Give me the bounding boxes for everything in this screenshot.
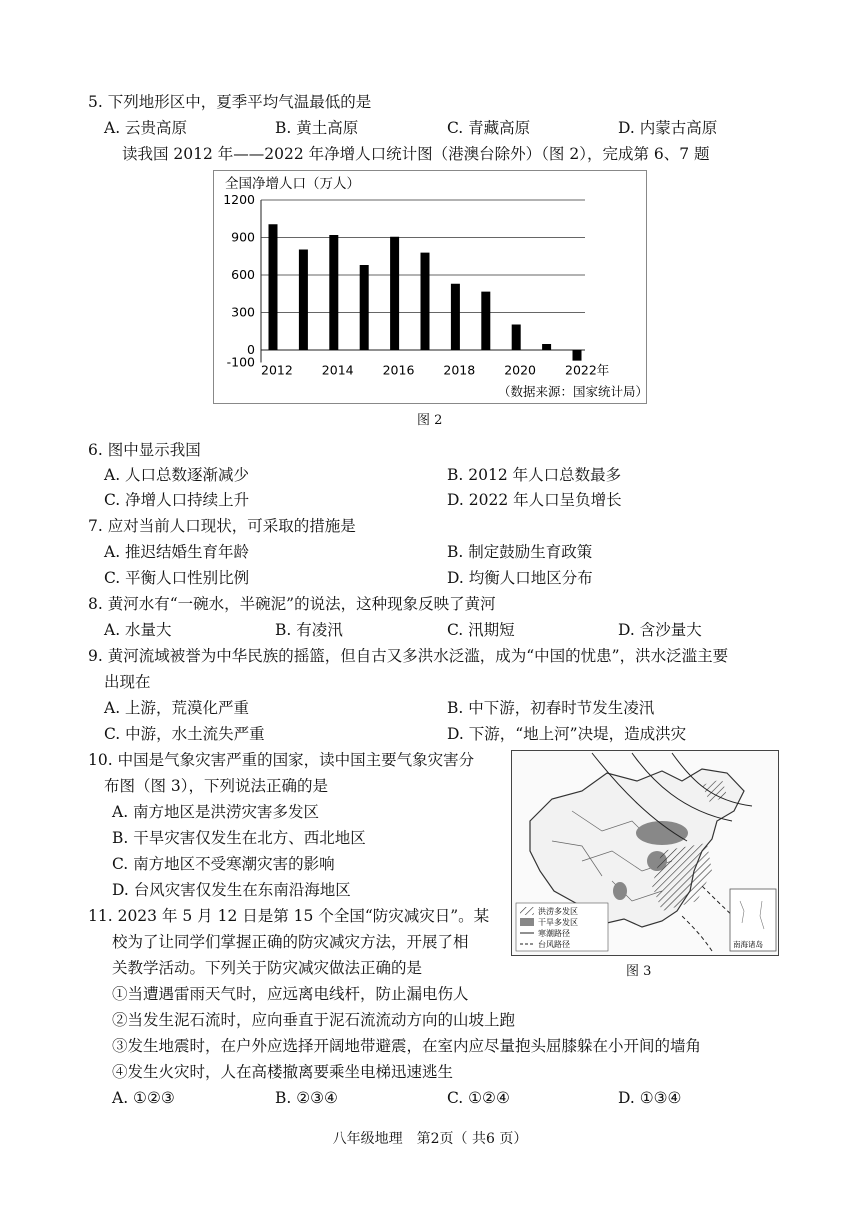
bar-2013	[299, 250, 308, 351]
q11-stem-line2: 校为了让同学们掌握正确的防灾减灾方法，开展了相	[112, 933, 469, 951]
q6-option-a: A. 人口总数逐渐减少	[104, 466, 250, 484]
x-tick-label: 2022年	[565, 362, 610, 378]
bar-2015	[360, 265, 369, 350]
disaster-map	[511, 750, 779, 956]
chart-bars	[269, 224, 582, 360]
q7-option-b: B. 制定鼓励生育政策	[447, 543, 593, 561]
q7-option-d: D. 均衡人口地区分布	[447, 569, 593, 587]
chart-title: 全国净增人口（万人）	[225, 176, 360, 192]
q11-option-a: A. ①②③	[112, 1089, 175, 1107]
x-tick-label: 2020	[504, 362, 537, 378]
q9-option-a: A. 上游，荒漠化严重	[104, 699, 250, 717]
legend-flood-label: 洪涝多发区	[538, 907, 578, 916]
q10-option-d: D. 台风灾害仅发生在东南沿海地区	[112, 881, 351, 899]
q11-option-d: D. ①③④	[618, 1089, 682, 1107]
q9-option-d: D. 下游，“地上河”决堤，造成洪灾	[447, 725, 687, 743]
bar-2019	[481, 292, 490, 350]
q10-stem-line2: 布图（图 3），下列说法正确的是	[104, 777, 329, 795]
q11-item-3: ③发生地震时，在户外应选择开阔地带避震，在室内应尽量抱头屈膝躲在小开间的墙角	[112, 1037, 702, 1055]
typhoon-path-2	[682, 916, 712, 951]
bar-2018	[451, 284, 460, 350]
bar-2021	[542, 344, 551, 350]
x-tick-label: 2012	[261, 362, 293, 378]
population-chart-svg	[213, 170, 647, 404]
q7-option-a: A. 推迟结婚生育年龄	[104, 543, 250, 561]
q9-option-b: B. 中下游，初春时节发生凌汛	[447, 699, 655, 717]
intro-6-7: 读我国 2012 年——2022 年净增人口统计图（港澳台除外）（图 2），完成第 6、7 题	[122, 145, 710, 163]
q10-option-a: A. 南方地区是洪涝灾害多发区	[112, 803, 320, 821]
bar-2014	[329, 235, 338, 350]
bar-2022	[573, 350, 582, 361]
china-map-illustration	[512, 751, 778, 955]
legend-cold-wave-label: 寒潮路径	[538, 929, 570, 938]
legend-drought-swatch	[520, 918, 534, 926]
q11-option-c: C. ①②④	[447, 1089, 510, 1107]
q5-option-c: C. 青藏高原	[447, 119, 531, 137]
page-footer: 八年级地理 第2页（ 共6 页）	[332, 1131, 528, 1147]
inset-label: 南海诸岛	[733, 940, 763, 949]
y-tick-label: 0	[247, 342, 255, 357]
drought-area-southwest	[613, 882, 627, 900]
x-tick-label: 2018	[443, 362, 476, 378]
q8-option-b: B. 有凌汛	[275, 621, 343, 639]
x-tick-label: 2014	[321, 362, 354, 378]
q6-option-c: C. 净增人口持续上升	[104, 491, 250, 509]
figure-2-caption: 图 2	[417, 413, 443, 428]
q9-stem-line1: 9. 黄河流域被誉为中华民族的摇篮，但自古又多洪水泛滥，成为“中国的忧患”，洪水泛滥主要	[88, 647, 729, 665]
y-tick-label: 300	[231, 304, 255, 320]
q6-stem: 6. 图中显示我国	[88, 441, 201, 459]
q11-item-4: ④发生火灾时，人在高楼撤离要乘坐电梯迅速逃生	[112, 1063, 454, 1081]
q7-stem: 7. 应对当前人口现状，可采取的措施是	[88, 517, 356, 535]
q8-option-c: C. 汛期短	[447, 621, 515, 639]
q9-option-c: C. 中游，水土流失严重	[104, 725, 265, 743]
q6-option-d: D. 2022 年人口呈负增长	[447, 491, 622, 509]
bar-2012	[269, 224, 278, 350]
chart-source: （数据来源：国家统计局）	[498, 384, 647, 399]
chart-x-ticks	[261, 363, 609, 378]
chart-y-ticks	[223, 192, 255, 370]
bar-2017	[421, 253, 430, 350]
q11-option-b: B. ②③④	[275, 1089, 338, 1107]
y-tick-label: 1200	[223, 192, 255, 207]
q11-stem-line3: 关教学活动。下列关于防灾减灾做法正确的是	[112, 959, 423, 977]
y-tick-label: -100	[226, 354, 255, 370]
legend-flood-swatch	[520, 907, 534, 915]
q10-option-b: B. 干旱灾害仅发生在北方、西北地区	[112, 829, 366, 847]
q10-stem-line1: 10. 中国是气象灾害严重的国家，读中国主要气象灾害分	[88, 751, 475, 769]
q8-stem: 8. 黄河水有“一碗水，半碗泥”的说法，这种现象反映了黄河	[88, 595, 496, 613]
y-tick-label: 900	[231, 229, 255, 245]
legend-typhoon-label: 台风路径	[538, 940, 570, 949]
q11-stem-line1: 11. 2023 年 5 月 12 日是第 15 个全国“防灾减灾日”。某	[88, 907, 490, 925]
bar-2016	[390, 237, 399, 350]
y-tick-label: 600	[231, 267, 255, 282]
legend-drought-label: 干旱多发区	[538, 918, 578, 927]
q8-option-d: D. 含沙量大	[618, 621, 702, 639]
bar-2020	[512, 325, 521, 351]
q5-stem: 5. 下列地形区中，夏季平均气温最低的是	[88, 93, 372, 111]
population-chart	[213, 170, 647, 404]
x-tick-label: 2016	[382, 362, 415, 378]
q10-option-c: C. 南方地区不受寒潮灾害的影响	[112, 855, 335, 873]
q11-item-1: ①当遭遇雷雨天气时，应远离电线杆，防止漏电伤人	[112, 985, 469, 1003]
q8-option-a: A. 水量大	[104, 621, 172, 639]
q7-option-c: C. 平衡人口性别比例	[104, 569, 250, 587]
q5-option-d: D. 内蒙古高原	[618, 119, 718, 137]
q6-option-b: B. 2012 年人口总数最多	[447, 466, 622, 484]
q9-stem-line2: 出现在	[104, 673, 151, 691]
q11-item-2: ②当发生泥石流时，应向垂直于泥石流流动方向的山坡上跑	[112, 1011, 516, 1029]
q5-option-a: A. 云贵高原	[104, 119, 188, 137]
figure-3-caption: 图 3	[626, 964, 652, 979]
q5-option-b: B. 黄土高原	[275, 119, 359, 137]
